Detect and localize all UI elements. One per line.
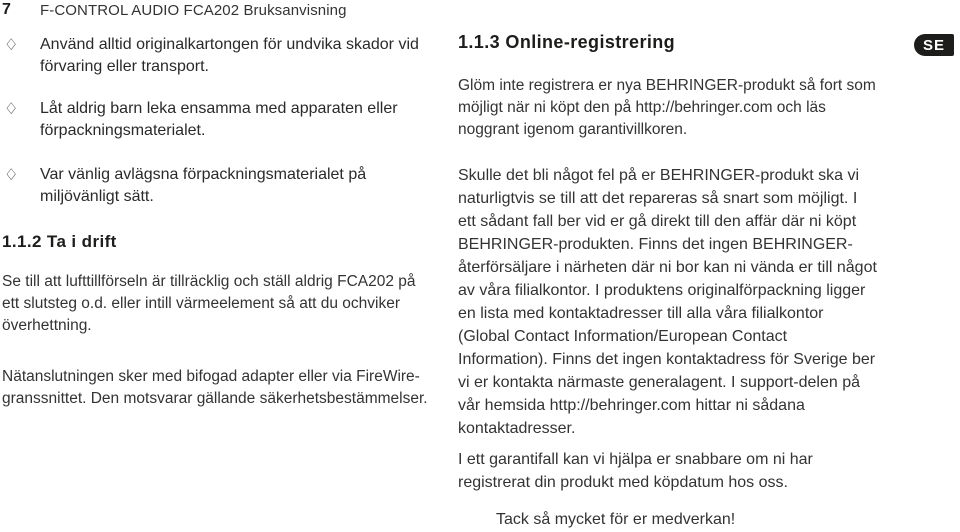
paragraph: Se till att lufttillförseln är tillräcklig och ställ aldrig FCA202 på ett slutsteg o.d. eller intill värmeelement så att du ochviker överhettning. [2, 273, 416, 334]
paragraph: Glöm inte registrera er nya BEHRINGER-produkt så fort som möjligt när ni köpt den på http://behringer.com och läs noggrant igenom garantivillkoren. [458, 77, 876, 138]
paragraph: I ett garantifall kan vi hjälpa er snabbare om ni har registrerat din produkt med köpdatum hos oss. [458, 451, 813, 491]
diamond-bullet-icon: ♢ [4, 37, 19, 54]
section-heading-online-registrering: 1.1.3 Online-registrering [458, 32, 676, 52]
section-heading-ta-i-drift: 1.1.2 Ta i drift [2, 232, 117, 251]
diamond-bullet-icon: ♢ [4, 167, 19, 184]
bullet-text: Låt aldrig barn leka ensamma med apparaten eller förpackningsmaterialet. [40, 100, 398, 139]
language-code: SE [922, 36, 945, 54]
page-number: 7 [2, 1, 11, 18]
bullet-text: Använd alltid originalkartongen för undvika skador vid förvaring eller transport. [40, 36, 419, 75]
diamond-bullet-icon: ♢ [4, 101, 19, 118]
page-header [0, 0, 440, 22]
paragraph: Nätanslutningen sker med bifogad adapter eller via FireWire-granssnittet. Den motsvarar gällande säkerhetsbestämmelser. [2, 368, 428, 407]
language-badge [914, 34, 954, 56]
thank-you-line: Tack så mycket för er medverkan! [496, 511, 736, 528]
paragraph: Skulle det bli något fel på er BEHRINGER-produkt ska vi naturligtvis se till att det repareras så snart som möjligt. I ett sådant fall ber vid er gå direkt till den affär där ni köpt BEHRINGER-produkten. Finns det ingen BEHRINGER-återförsäljare i närheten där ni bor kan ni vända er till något av våra filialkontor. I produktens originalförpackning ligger en lista med kontaktadresser till alla våra filialkontor (Global Contact Information/European Contact Information). Finns det ingen kontaktadress för Sverige ber vi er kontakta närmaste generalagent. I support-delen på vår hemsida http://behringer.com hittar ni sådana kontaktadresser. [458, 167, 877, 437]
bullet-text: Var vänlig avlägsna förpackningsmaterialet på miljövänligt sätt. [40, 166, 367, 205]
header-title: F-CONTROL AUDIO FCA202 Bruksanvisning [40, 2, 347, 19]
